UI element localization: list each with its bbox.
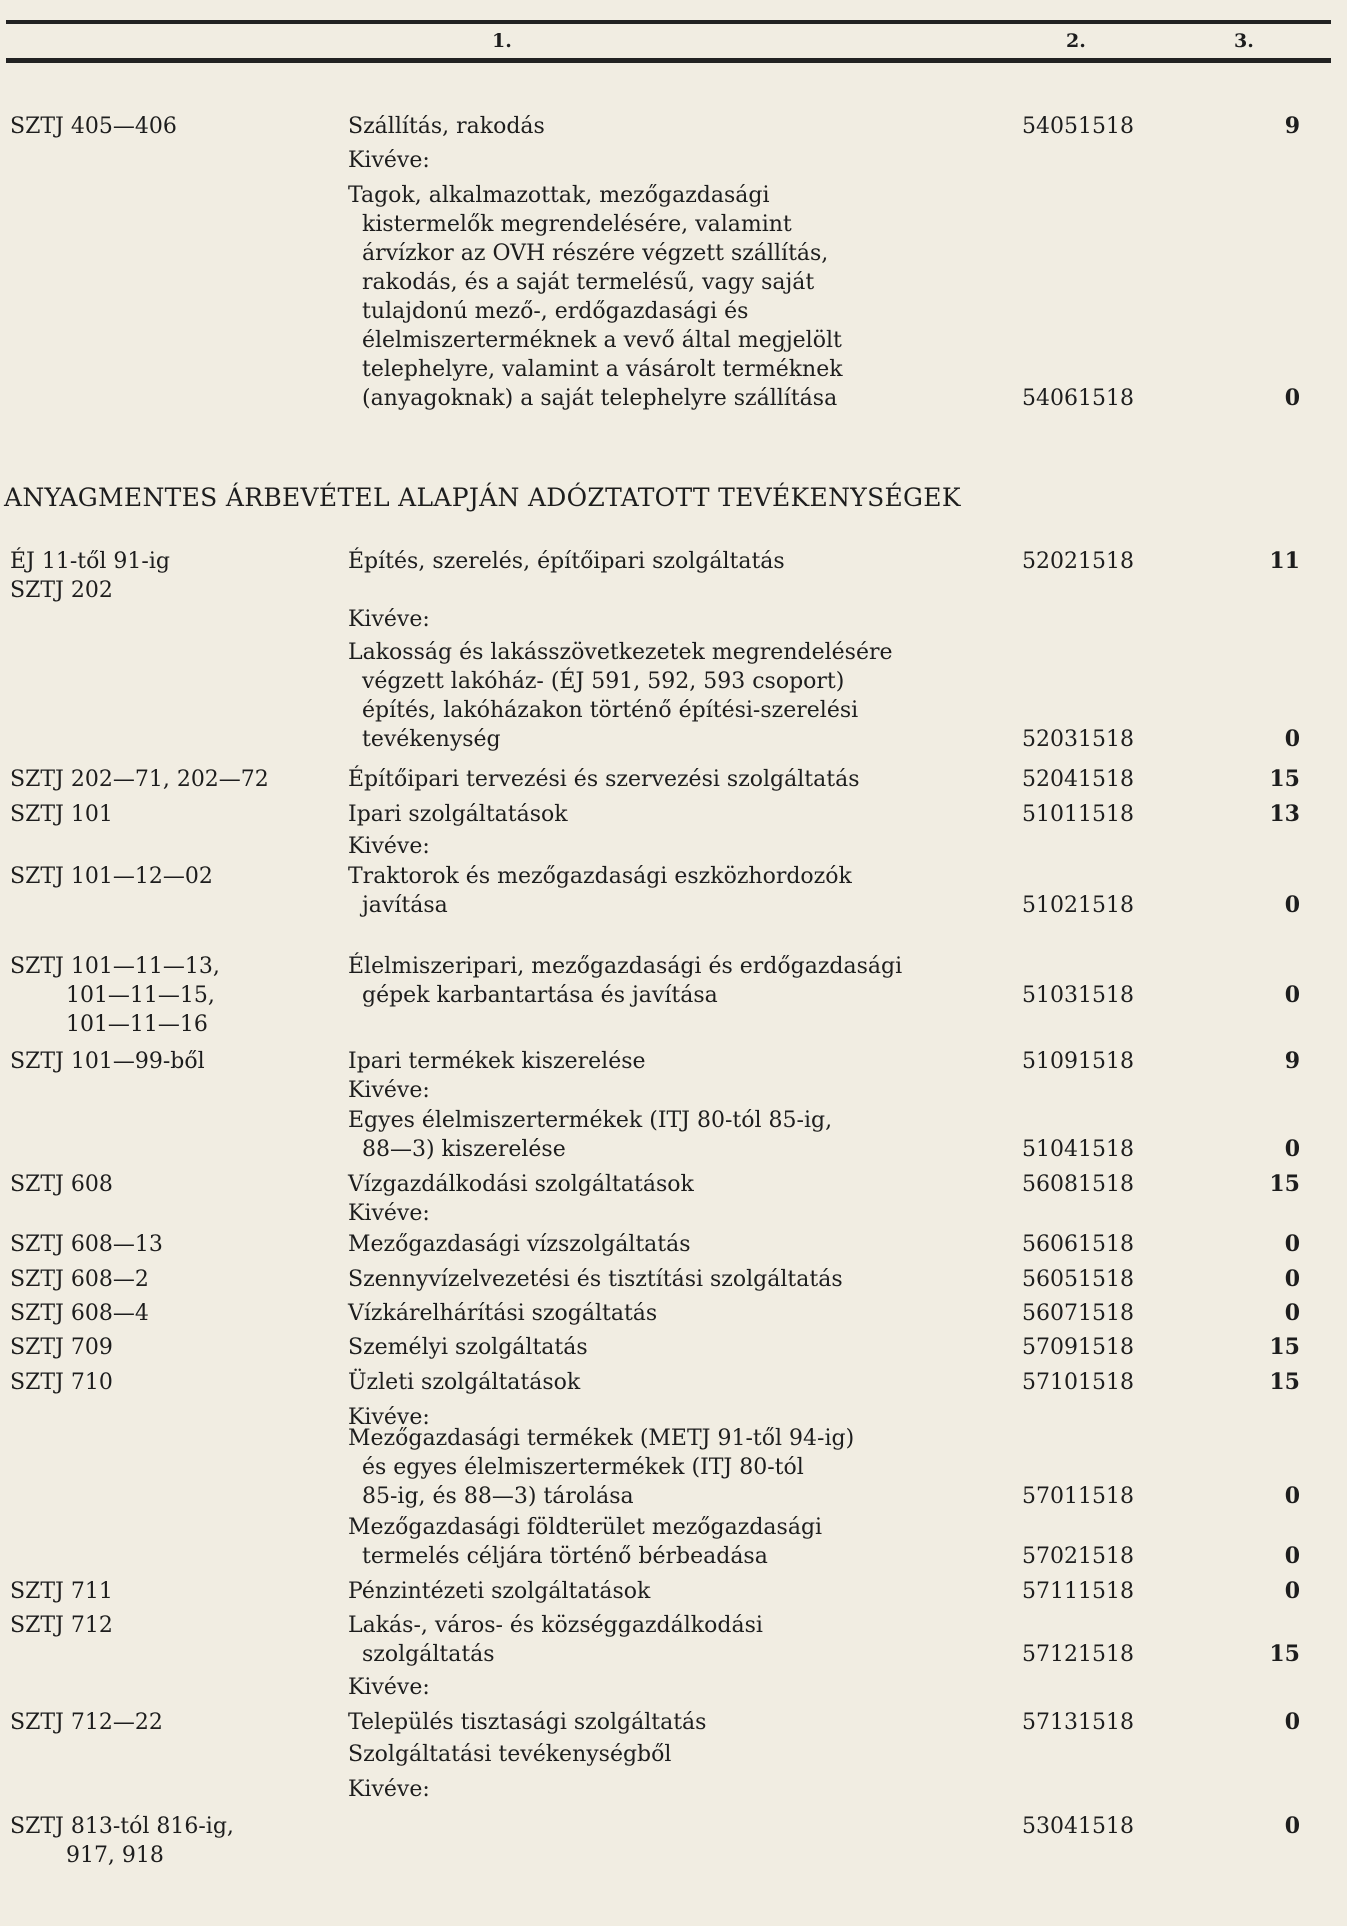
row-code: SZTJ 711 (10, 1579, 113, 1604)
row-code: SZTJ 202—71, 202—72 (10, 767, 269, 792)
row-code-number: 54051518 (1022, 114, 1134, 139)
row-rate: 9 (1284, 1048, 1300, 1074)
row-code-number: 52021518 (1022, 549, 1134, 574)
row-rate: 11 (1269, 548, 1300, 574)
row-rate: 13 (1269, 801, 1300, 827)
row-description: Egyes élelmiszertermékek (ITJ 80-tól 85-ig, 88—3) kiszerelése (348, 1108, 833, 1162)
row-code-number: 56081518 (1022, 1172, 1134, 1197)
row-rate: 0 (1284, 892, 1300, 918)
row-description: Kivéve: (348, 834, 430, 859)
column-number-2: 2. (1066, 30, 1086, 52)
row-description: Vízgazdálkodási szolgáltatások (348, 1172, 694, 1197)
row-description: Mezőgazdasági földterület mezőgazdasági termelés céljára történő bérbeadása (348, 1515, 823, 1569)
row-description: Lakosság és lakásszövetkezetek megrendelésére végzett lakóház- (ÉJ 591, 592, 593 csoport) építés, lakóházakon történő építési-szerelési tevékenység (348, 640, 893, 752)
row-description: Ipari szolgáltatások (348, 802, 568, 827)
row-description: Építés, szerelés, építőipari szolgáltatás (348, 549, 785, 574)
row-code-number: 51041518 (1022, 1137, 1134, 1162)
row-description: Szállítás, rakodás (348, 114, 545, 139)
row-description: Élelmiszeripari, mezőgazdasági és erdőgazdasági gépek karbantartása és javítása (348, 954, 903, 1008)
row-code: SZTJ 608 (10, 1172, 113, 1197)
header-rule (6, 58, 1331, 63)
row-description: Pénzintézeti szolgáltatások (348, 1579, 651, 1604)
row-rate: 0 (1284, 1136, 1300, 1162)
column-number-1: 1. (492, 30, 512, 52)
row-description: Lakás-, város- és községgazdálkodási szolgáltatás (348, 1613, 763, 1667)
row-rate: 0 (1284, 1709, 1300, 1735)
row-code: SZTJ 101—11—13, 101—11—15, 101—11—16 (10, 954, 220, 1037)
row-description: Mezőgazdasági termékek (METJ 91-től 94-ig) és egyes élelmiszertermékek (ITJ 80-tól 85-ig, és 88—3) tárolása (348, 1426, 855, 1509)
row-code: SZTJ 608—13 (10, 1232, 163, 1257)
row-code: SZTJ 813-tól 816-ig, 917, 918 (10, 1814, 234, 1868)
row-code-number: 57121518 (1022, 1642, 1134, 1667)
row-code-number: 51011518 (1022, 802, 1134, 827)
row-code-number: 52041518 (1022, 767, 1134, 792)
row-code: SZTJ 101 (10, 802, 113, 827)
row-description: Építőipari tervezési és szervezési szolgáltatás (348, 767, 860, 792)
row-code-number: 51031518 (1022, 983, 1134, 1008)
row-code: SZTJ 405—406 (10, 114, 177, 139)
row-description: Ipari termékek kiszerelése (348, 1049, 646, 1074)
row-code-number: 56061518 (1022, 1232, 1134, 1257)
row-description: Mezőgazdasági vízszolgáltatás (348, 1232, 691, 1257)
top-rule (6, 20, 1331, 24)
row-description: Szolgáltatási tevékenységből (348, 1742, 672, 1767)
row-description: Kivéve: (348, 1777, 430, 1802)
row-code: SZTJ 709 (10, 1335, 113, 1360)
row-code-number: 57021518 (1022, 1544, 1134, 1569)
row-description: Kivéve: (348, 148, 430, 173)
row-rate: 15 (1269, 1171, 1300, 1197)
row-description: Traktorok és mezőgazdasági eszközhordozók javítása (348, 864, 852, 918)
row-rate: 0 (1284, 1483, 1300, 1509)
row-code: SZTJ 712 (10, 1613, 113, 1638)
row-code: SZTJ 608—2 (10, 1267, 149, 1292)
row-code-number: 56051518 (1022, 1267, 1134, 1292)
row-code: SZTJ 101—99-ből (10, 1049, 205, 1074)
row-rate: 0 (1284, 1543, 1300, 1569)
row-code-number: 53041518 (1022, 1814, 1134, 1839)
row-code: SZTJ 101—12—02 (10, 864, 213, 889)
row-description: Üzleti szolgáltatások (348, 1370, 581, 1395)
row-code-number: 56071518 (1022, 1301, 1134, 1326)
row-code-number: 57131518 (1022, 1710, 1134, 1735)
row-code-number: 57101518 (1022, 1370, 1134, 1395)
row-description: Kivéve: (348, 607, 430, 632)
row-description: Kivéve: (348, 1675, 430, 1700)
row-rate: 0 (1284, 1266, 1300, 1292)
row-rate: 9 (1284, 113, 1300, 139)
row-description: Kivéve: (348, 1201, 430, 1226)
row-code-number: 54061518 (1022, 386, 1134, 411)
row-rate: 15 (1269, 1334, 1300, 1360)
row-code-number: 51021518 (1022, 893, 1134, 918)
row-code-number: 52031518 (1022, 727, 1134, 752)
row-code: SZTJ 710 (10, 1370, 113, 1395)
section-heading: ANYAGMENTES ÁRBEVÉTEL ALAPJÁN ADÓZTATOTT TEVÉKENYSÉGEK (4, 483, 961, 512)
row-rate: 0 (1284, 726, 1300, 752)
row-description: Kivéve: (348, 1078, 430, 1103)
row-description: Vízkárelhárítási szogáltatás (348, 1301, 658, 1326)
row-code: SZTJ 712—22 (10, 1710, 163, 1735)
row-code-number: 57091518 (1022, 1335, 1134, 1360)
row-rate: 0 (1284, 1813, 1300, 1839)
row-rate: 0 (1284, 1300, 1300, 1326)
row-rate: 0 (1284, 982, 1300, 1008)
row-code: ÉJ 11-től 91-ig SZTJ 202 (10, 549, 170, 603)
row-description: Szennyvízelvezetési és tisztítási szolgáltatás (348, 1267, 843, 1292)
row-description: Személyi szolgáltatás (348, 1335, 588, 1360)
row-rate: 15 (1269, 1369, 1300, 1395)
row-rate: 15 (1269, 1641, 1300, 1667)
row-rate: 0 (1284, 1231, 1300, 1257)
row-description: Kivéve: (348, 1405, 430, 1430)
row-code-number: 57111518 (1022, 1579, 1134, 1604)
row-code-number: 57011518 (1022, 1484, 1134, 1509)
column-number-3: 3. (1234, 30, 1254, 52)
row-description: Település tisztasági szolgáltatás (348, 1710, 707, 1735)
row-rate: 0 (1284, 1578, 1300, 1604)
row-description: Tagok, alkalmazottak, mezőgazdasági kistermelők megrendelésére, valamint árvízkor az OVH részére végzett szállítás, rakodás, és a saját termelésű, vagy saját tulajdonú mező-, erdőgazdasági és élelmiszerterméknek a vevő által megjelölt telephelyre, valamint a vásárolt terméknek (anyagoknak) a saját telephelyre szállítása (348, 183, 843, 411)
row-code: SZTJ 608—4 (10, 1301, 149, 1326)
row-rate: 15 (1269, 766, 1300, 792)
row-code-number: 51091518 (1022, 1049, 1134, 1074)
row-rate: 0 (1284, 385, 1300, 411)
